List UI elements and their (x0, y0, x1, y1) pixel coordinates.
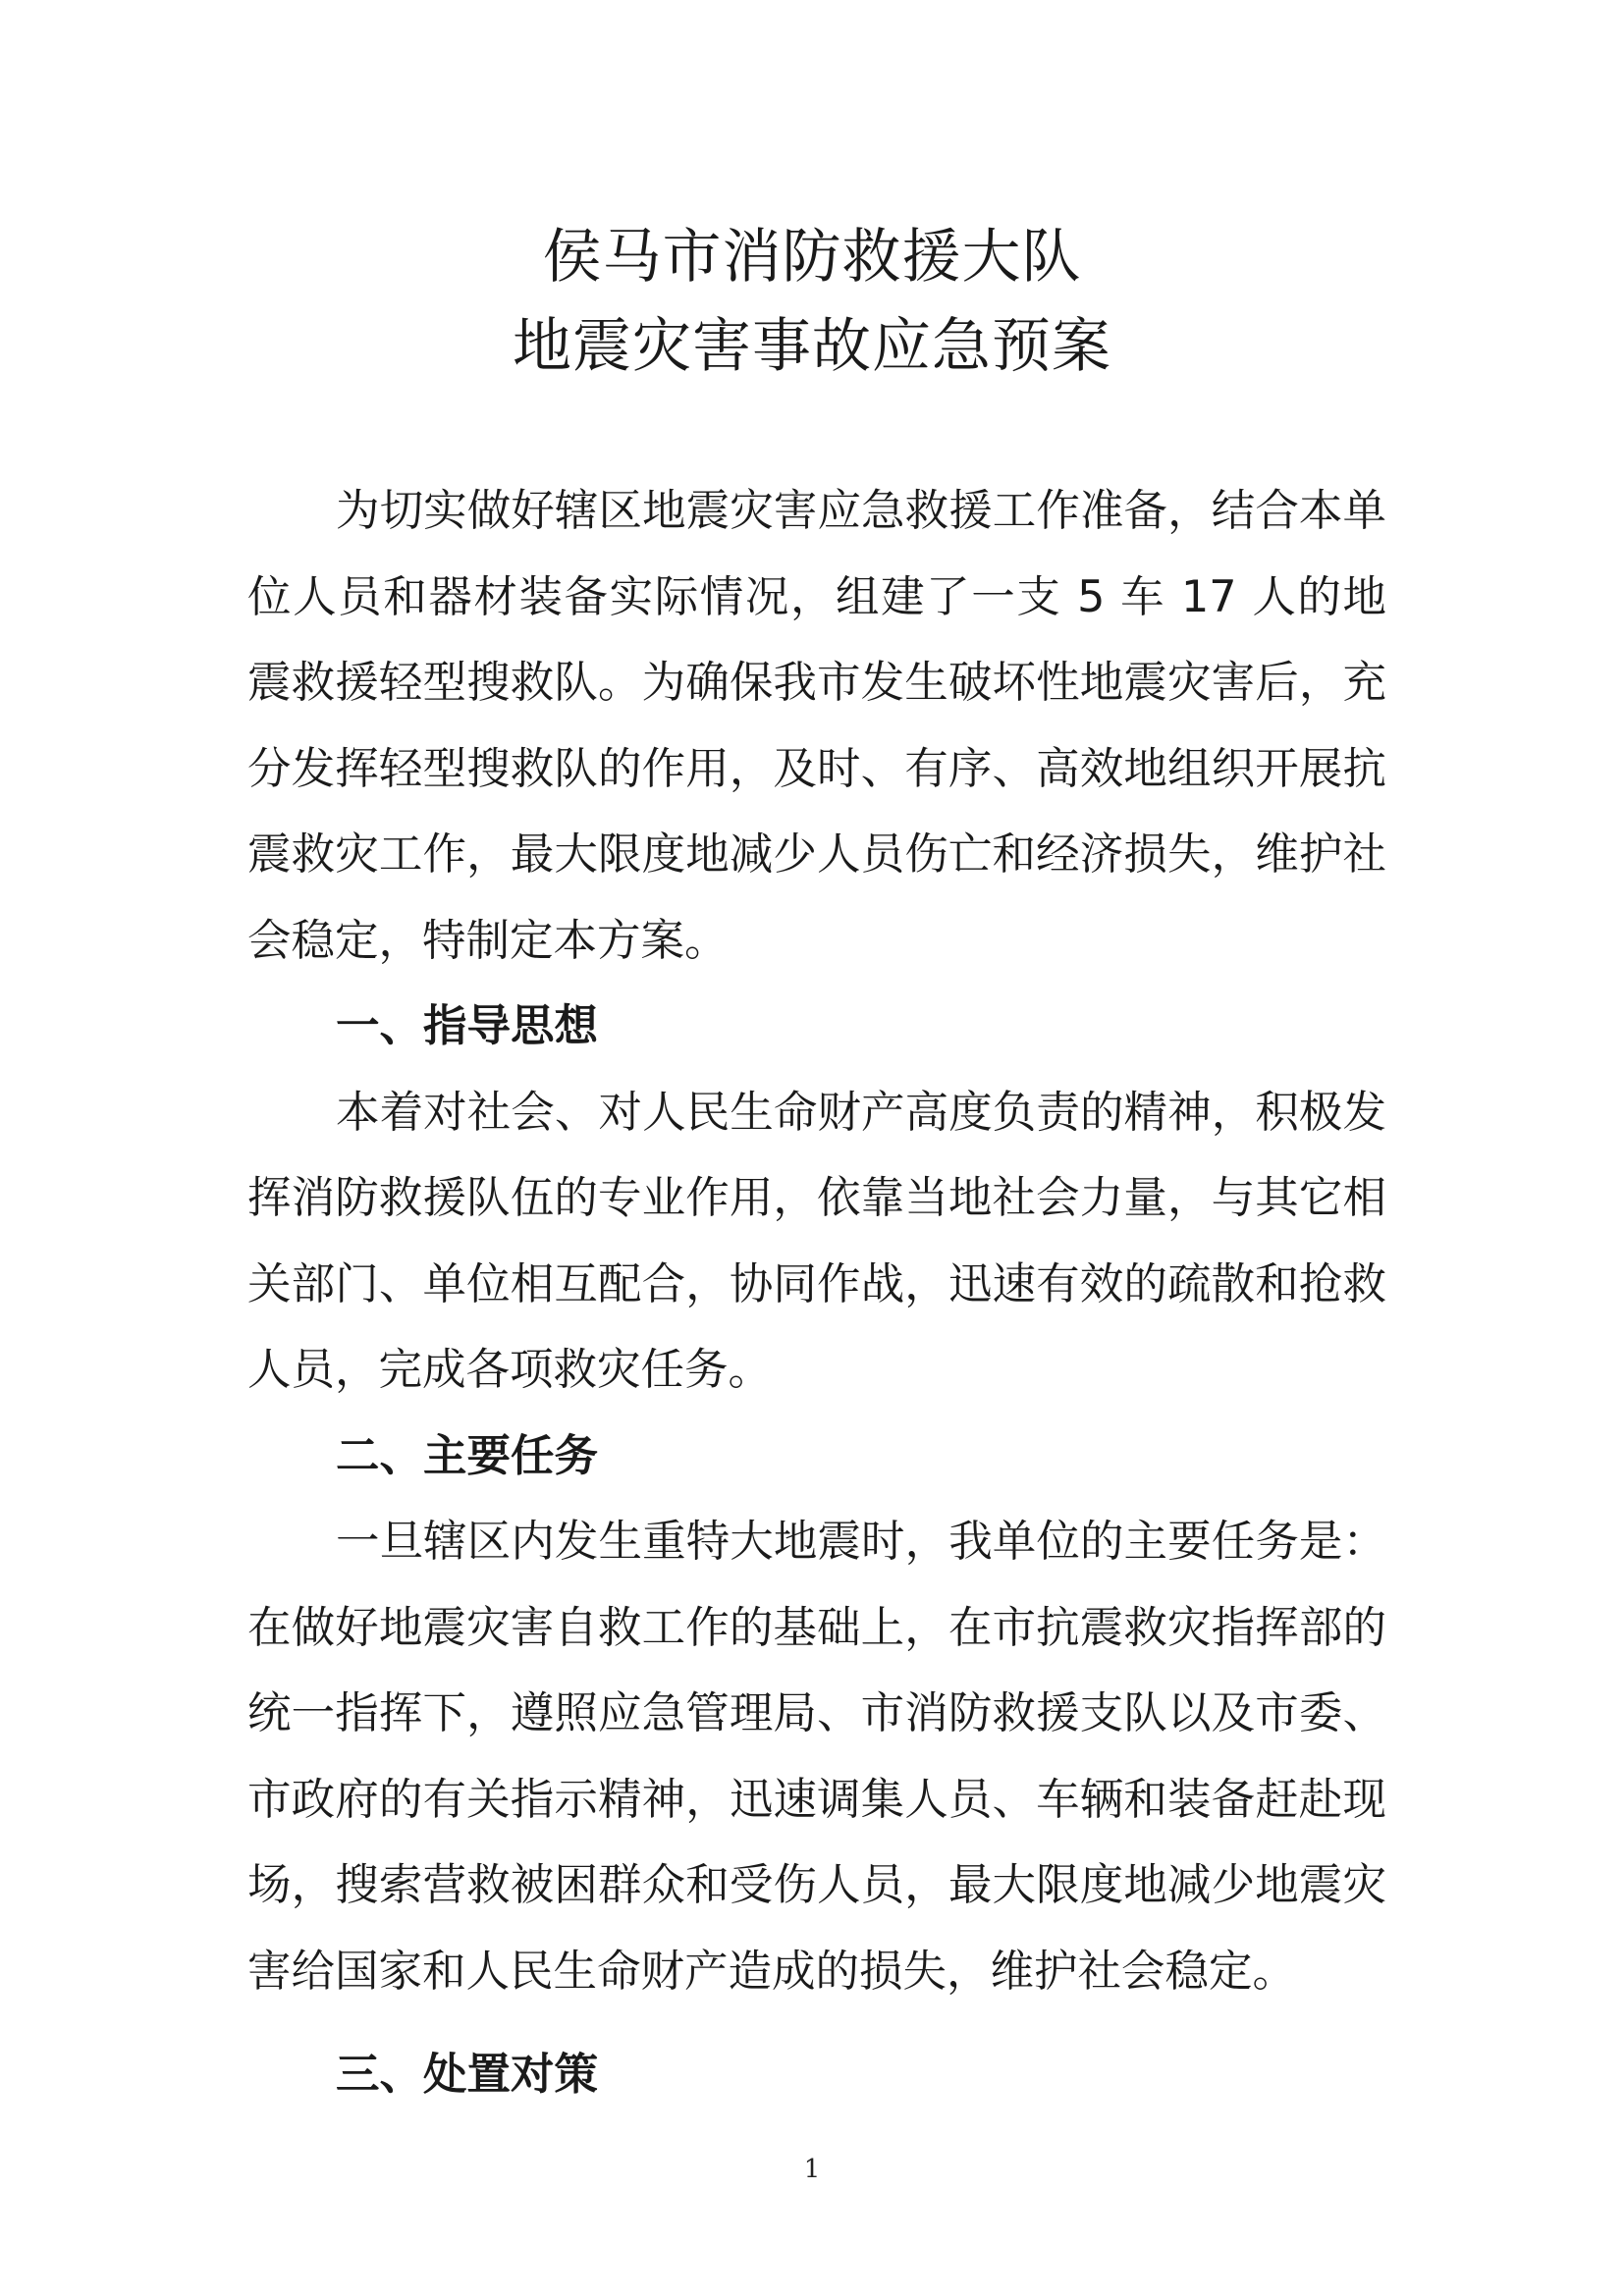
section-heading-main-tasks: 二、主要任务 (336, 1430, 599, 1481)
document-title-line-1: 侯马市消防救援大队 (542, 223, 1082, 292)
page-number: 1 (803, 2155, 821, 2184)
section-paragraph-main-tasks: 一旦辖区内发生重特大地震时，我单位的主要任务是：在做好地震灾害自救工作的基础上，在市抗震救灾指挥部的统一指挥下，遵照应急管理局、市消防救援支队以及市委、市政府的有关指示精神，迅速调集人员、车辆和装备赶赴现场，搜索营救被困群众和受伤人员，最大限度地减少地震灾害给国家和人民生命财产造成的损失，维护社会稳定。 (247, 1517, 1386, 1997)
section-paragraph-guiding-ideology: 本着对社会、对人民生命财产高度负责的精神，积极发挥消防救援队伍的专业作用，依靠当地社会力量，与其它相关部门、单位相互配合，协同作战，迅速有效的疏散和抢救人员，完成各项救灾任务。 (247, 1087, 1386, 1395)
section-heading-countermeasures: 三、处置对策 (336, 2050, 599, 2100)
section-heading-guiding-ideology: 一、指导思想 (336, 1001, 599, 1051)
document-title-line-2: 地震灾害事故应急预案 (513, 312, 1111, 381)
document-body (247, 468, 1386, 2118)
intro-paragraph: 为切实做好辖区地震灾害应急救援工作准备，结合本单位人员和器材装备实际情况，组建了一支 5 车 17 人的地震救援轻型搜救队。为确保我市发生破坏性地震灾害后，充分发挥轻型搜救队的作用，及时、有序、高效地组织开展抗震救灾工作，最大限度地减少人员伤亡和经济损失，维护社会稳定，特制定本方案。 (247, 486, 1386, 966)
